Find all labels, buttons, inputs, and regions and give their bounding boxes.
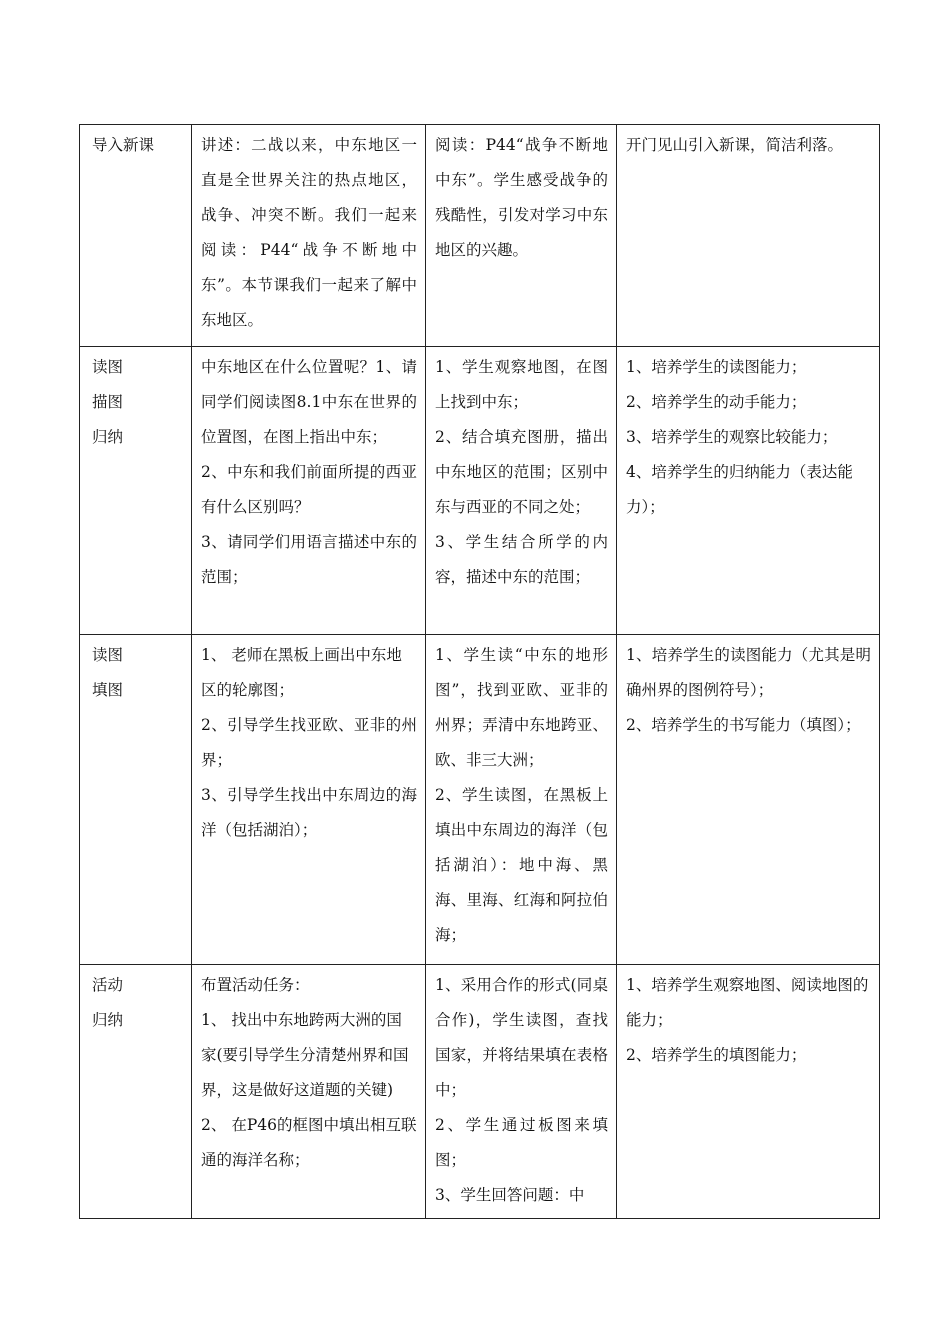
teacher-list-item (201, 638, 417, 708)
teacher-list-item (201, 1003, 417, 1108)
stage-cell (80, 347, 192, 635)
stage-label: 填图 (92, 681, 124, 699)
stage-label: 读图 (92, 358, 124, 376)
table-row (80, 347, 880, 635)
student-text: 2、学生读图，在黑板上填出中东周边的海洋（包括湖泊）：地中海、黑海、里海、红海和阿拉伯海； (435, 786, 608, 944)
design-intent-cell (617, 965, 880, 1219)
teacher-text: 老师在黑板上画出中东地区的轮廓图； (201, 646, 402, 699)
student-text: 1、学生读“中东的地形图”，找到亚欧、亚非的州界；弄清中东地跨亚、欧、非三大洲； (435, 646, 608, 769)
stage-label: 读图 (92, 646, 124, 664)
stage-label: 描图 (92, 393, 124, 411)
table-row (80, 965, 880, 1219)
stage-label: 归纳 (92, 1011, 124, 1029)
stage-cell (80, 635, 192, 965)
teacher-text: 3、请同学们用语言描述中东的范围； (201, 533, 417, 586)
stage-label: 活动 (92, 976, 124, 994)
stage-label: 归纳 (92, 428, 124, 446)
student-activity-cell (426, 635, 617, 965)
teacher-text: 找出中东地跨两大洲的国家(要引导学生分清楚州界和国界，这是做好这道题的关键) (201, 1011, 409, 1099)
teacher-text: 2、中东和我们前面所提的西亚有什么区别吗？ (201, 463, 417, 516)
student-activity-cell (426, 125, 617, 347)
table-row (80, 125, 880, 347)
teacher-activity-cell (192, 635, 426, 965)
intent-text: 开门见山引入新课，简洁利落。 (626, 136, 844, 154)
item-number: 1、 (201, 1011, 227, 1029)
lesson-plan-table (79, 124, 880, 1219)
table-row (80, 635, 880, 965)
design-intent-cell (617, 635, 880, 965)
intent-text: 2、培养学生的填图能力； (626, 1046, 807, 1064)
intent-text: 1、培养学生观察地图、阅读地图的能力； (626, 976, 869, 1029)
student-text: 1、学生观察地图，在图上找到中东； (435, 358, 608, 411)
student-text: 2、学生通过板图来填图； (435, 1116, 608, 1169)
teacher-activity-cell (192, 125, 426, 347)
student-text: 3、学生结合所学的内容，描述中东的范围； (435, 533, 608, 586)
teacher-text: 在P46的框图中填出相互联通的海洋名称； (201, 1116, 417, 1169)
teacher-activity-cell (192, 965, 426, 1219)
student-text: 阅读：P44“战争不断地中东”。学生感受战争的残酷性，引发对学习中东地区的兴趣。 (435, 136, 608, 259)
item-number: 2、 (201, 1116, 227, 1134)
teacher-list-item (201, 1108, 417, 1178)
teacher-text: 2、引导学生找亚欧、亚非的州界； (201, 716, 417, 769)
student-text: 1、采用合作的形式(同桌合作)，学生读图，查找国家，并将结果填在表格中； (435, 976, 608, 1099)
stage-label: 导入新课 (92, 136, 155, 154)
intent-text: 1、培养学生的读图能力； (626, 358, 807, 376)
student-activity-cell (426, 347, 617, 635)
item-number: 1、 (201, 646, 227, 664)
student-activity-cell (426, 965, 617, 1219)
teacher-text: 讲述：二战以来，中东地区一直是全世界关注的热点地区，战争、冲突不断。我们一起来阅读：P44“战争不断地中东”。本节课我们一起来了解中东地区。 (201, 136, 417, 329)
teacher-heading: 布置活动任务： (201, 976, 310, 994)
stage-cell (80, 125, 192, 347)
teacher-text: 3、引导学生找出中东周边的海洋（包括湖泊）； (201, 786, 417, 839)
intent-text: 4、培养学生的归纳能力（表达能力）； (626, 463, 853, 516)
teacher-activity-cell (192, 347, 426, 635)
intent-text: 1、培养学生的读图能力（尤其是明确州界的图例符号）； (626, 646, 871, 699)
student-text: 3、学生回答问题：中 (435, 1186, 585, 1204)
design-intent-cell (617, 125, 880, 347)
intent-text: 3、培养学生的观察比较能力； (626, 428, 838, 446)
teacher-text: 中东地区在什么位置呢？1、请同学们阅读图8.1中东在世界的位置图，在图上指出中东； (201, 358, 417, 446)
intent-text: 2、培养学生的书写能力（填图）； (626, 716, 861, 734)
design-intent-cell (617, 347, 880, 635)
student-text: 2、结合填充图册，描出中东地区的范围；区别中东与西亚的不同之处； (435, 428, 608, 516)
intent-text: 2、培养学生的动手能力； (626, 393, 807, 411)
stage-cell (80, 965, 192, 1219)
